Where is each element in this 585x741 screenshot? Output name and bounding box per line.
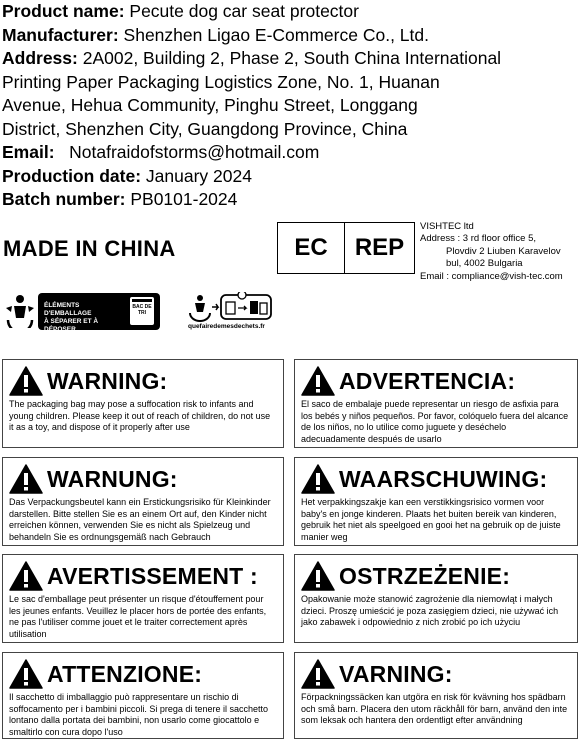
manufacturer-row	[2, 24, 582, 48]
rep-address-1: Address : 3 rd floor office 5,	[420, 233, 536, 245]
address-line-2: Printing Paper Packaging Logistics Zone, No. 1, Huanan	[2, 71, 440, 92]
triman-icon	[4, 292, 36, 328]
warning-title: VARNING:	[339, 660, 453, 687]
sorting-line-3: DANS LE BAC DE TRI	[44, 334, 112, 341]
product-info	[2, 0, 582, 212]
warning-title: OSTRZEŻENIE:	[339, 562, 511, 589]
address-row	[2, 47, 582, 71]
ec-rep-mark	[277, 222, 415, 274]
batch-number-row	[2, 188, 582, 212]
address-line-3: Avenue, Hehua Community, Pinghu Street, Longgang	[2, 95, 418, 115]
manufacturer-value: Shenzhen Ligao E-Commerce Co., Ltd.	[118, 24, 429, 45]
product-name-value: Pecute dog car seat protector	[124, 1, 359, 21]
warning-text: Förpackningssäcken kan utgöra en risk för kvävning hos spädbarn och små barn. Placera den utom räckhåll för barn, använd den inte som leksak och hantera den ordentligt efter användning	[301, 692, 568, 726]
address-line-4: District, Shenzhen City, Guangdong Province, China	[2, 118, 408, 139]
warning-icon	[9, 561, 43, 591]
product-name-row	[2, 0, 582, 24]
warning-text: Het verpakkingszakje kan een verstikkingsrisico vormen voor baby's en jonge kinderen. Plaats het buiten bereik van kinderen, gebruik het niet als speelgoed en gooi het na gebruik op de juiste manier weg	[301, 497, 561, 542]
rep-company: VISHTEC ltd	[420, 221, 474, 232]
bin-label: BAC DE TRI	[132, 304, 152, 316]
warning-text: Il sacchetto di imballaggio può rappresentare un rischio di soffocamento per i bambini piccoli. Si prega di tenere il sacchetto lontano dalla portata dei bambini, non usarlo come giocattolo e smaltirlo con cura dopo l'uso	[9, 692, 268, 737]
quefaire-logo-icon	[188, 292, 274, 322]
quefaire-website: quefairedemesdechets.fr	[188, 323, 265, 330]
warning-text: El saco de embalaje puede representar un riesgo de asfixia para los bebés y niños pequeños. Por favor, colóquelo fuera del alcance de los niños, no lo utilice como juguete y deséchelo adecuadamente después de usarlo	[301, 399, 569, 444]
batch-number-label: Batch number:	[2, 189, 126, 209]
rep-address-2: Plovdiv 2 Liuben Karavelov	[446, 245, 561, 257]
warning-text: Le sac d'emballage peut présenter un risque d'étouffement pour les jeunes enfants. Veuillez le placer hors de portée des enfants, ne pas l'utiliser comme jouet et le traiter correctement après utilisation	[9, 594, 267, 639]
warning-title: WARNING:	[47, 367, 168, 394]
batch-number-value: PB0101-2024	[125, 189, 238, 209]
warning-box-en	[2, 359, 284, 448]
warning-box-fr	[2, 554, 284, 643]
sorting-line-1: ÉLÉMENTS D'EMBALLAGE	[44, 302, 92, 317]
warning-text: Das Verpackungsbeutel kann ein Erstickungsrisiko für Kleinkinder darstellen. Bitte stellen Sie es an einem Ort auf, den Kinder nicht erreichen können, verwenden Sie es nicht als Spielzeug und behandeln Sie es ordnungsgemäß nach Gebrauch	[9, 497, 271, 542]
rep-label: REP	[354, 234, 405, 261]
email-row	[2, 141, 582, 165]
warning-title: ATTENZIONE:	[47, 660, 203, 687]
warning-box-nl	[294, 457, 578, 546]
warning-icon	[9, 464, 43, 494]
warning-icon	[301, 366, 335, 396]
warning-text: Opakowanie może stanowić zagrożenie dla niemowląt i małych dzieci. Proszę umieścić je poza zasięgiem dzieci, nie używać ich jako zabawek i odpowiednio z nich zrobić po ich użyciu	[301, 594, 559, 628]
address-label: Address:	[2, 48, 78, 68]
rep-address-3: bul, 4002 Bulgaria	[446, 258, 523, 270]
warning-text: The packaging bag may pose a suffocation risk to infants and young children. Please keep it out of reach of children, do not use it as a toy, and dispose of it properly after use	[9, 399, 271, 433]
product-name-label: Product name:	[2, 1, 125, 21]
production-date-label: Production date:	[2, 165, 142, 186]
warning-box-pl	[294, 554, 578, 643]
warning-box-it	[2, 652, 284, 739]
manufacturer-label: Manufacturer:	[2, 24, 119, 45]
eu-representative	[420, 221, 563, 283]
ec-label: EC	[278, 223, 345, 273]
warning-box-es	[294, 359, 578, 448]
address-line-1: 2A002, Building 2, Phase 2, South China International	[77, 48, 502, 68]
production-date-row	[2, 165, 582, 189]
warning-icon	[301, 561, 335, 591]
warning-icon	[9, 659, 43, 689]
warning-box-sv	[294, 652, 578, 739]
warning-icon	[301, 464, 335, 494]
sorting-line-2: À SÉPARER ET À DÉPOSER	[44, 318, 99, 333]
email-label: Email:	[2, 142, 55, 162]
email-value: Notafraidofstorms@hotmail.com	[54, 142, 320, 162]
made-in-china: MADE IN CHINA	[3, 236, 176, 261]
rep-email: Email : compliance@vish-tec.com	[420, 270, 563, 282]
warning-title: WARNUNG:	[47, 465, 178, 492]
warning-icon	[9, 366, 43, 396]
production-date-value: January 2024	[141, 165, 252, 186]
warning-title: ADVERTENCIA:	[339, 367, 516, 394]
sorting-instruction-box	[38, 293, 160, 341]
warning-box-de	[2, 457, 284, 546]
warning-title: AVERTISSEMENT :	[47, 562, 258, 589]
recycling-bin-icon	[130, 297, 154, 325]
warning-title: WAARSCHUWING:	[339, 465, 548, 492]
warning-icon	[301, 659, 335, 689]
